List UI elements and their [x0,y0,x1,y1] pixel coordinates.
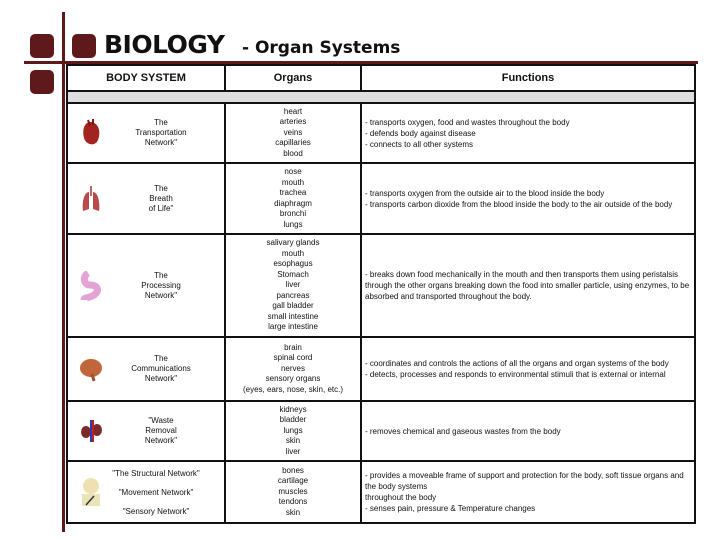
functions-cell [361,337,695,401]
system-name [125,416,197,446]
organ-item: liver [285,446,301,456]
function-item: - provides a moveable frame of support and protection for the body, soft tissue organs and the body systems [365,471,684,491]
organ-item: spinal cord [273,353,313,363]
page-subtitle: - Organ Systems [242,38,401,58]
organ-item: sensory organs [265,374,321,384]
decor-square [30,70,54,94]
function-item: - connects to all other systems [365,139,474,149]
system-name-line: Removal [145,426,177,435]
body-system-cell [67,461,225,523]
skeleton-icon [80,477,102,507]
organ-item: small intestine [267,311,319,321]
system-name-line: "Waste [148,416,174,425]
table-row [67,401,695,461]
organ-systems-table [66,64,696,524]
table-row [67,461,695,523]
system-name-line: The [154,183,168,193]
col-header-organs: Organs [225,65,361,91]
system-name-line: "Sensory Network" [122,506,190,516]
table-row [67,337,695,401]
organ-item: capillaries [275,138,311,148]
page-title: BIOLOGY [104,30,225,59]
organ-item: liver [285,280,301,290]
function-item: - transports oxygen from the outside air to the blood inside the body [365,188,605,198]
organ-item: bones [282,465,304,475]
system-name [125,271,197,301]
system-name-line: The [154,354,168,363]
function-item: - detects, processes and responds to environmental stimuli that is external or internal [365,370,666,379]
system-name [125,354,197,384]
heart-icon [80,118,102,148]
system-name-line: Network" [144,374,178,383]
organ-item: kidneys [279,404,307,414]
spacer-row [67,91,695,103]
decor-square [72,34,96,58]
system-name-line: Breath [149,193,173,203]
organ-item: nose [284,167,302,176]
system-name-line: Network" [144,290,178,300]
function-item: - removes chemical and gaseous wastes from the body [365,426,561,436]
system-name-line: of Life" [148,203,174,213]
stomach-icon [80,271,102,301]
organ-item: diaphragm [274,198,312,208]
organ-item: bronchi [279,209,307,218]
table-row [67,234,695,337]
system-name-line: "The Structural Network" [112,468,200,478]
col-header-functions: Functions [361,65,695,91]
functions-cell [361,163,695,234]
system-name-line: Communications [131,364,191,373]
function-item: - coordinates and controls the actions of all the organs and organ systems of the body [365,359,669,368]
organs-cell [225,163,361,234]
functions-cell [361,234,695,337]
organ-item: salivary glands [266,238,320,248]
organ-item: pancreas [276,290,310,300]
functions-cell [361,103,695,163]
kidney-icon [80,416,102,446]
organ-item: gall bladder [272,301,314,311]
organs-cell [225,461,361,523]
function-item: - senses pain, pressure & Temperature changes [365,504,536,513]
decor-square [30,34,54,58]
system-name-line: Processing [141,280,181,290]
body-system-cell [67,401,225,461]
organs-cell [225,103,361,163]
col-header-body-system: BODY SYSTEM [67,65,225,91]
organ-item: skin [285,436,301,446]
system-name-line: The [154,118,168,127]
organ-item: blood [283,148,303,158]
system-name [125,184,197,214]
organs-cell [225,234,361,337]
organ-item: trachea [279,188,307,197]
organ-item: mouth [281,248,305,258]
system-name-line: The [154,270,168,280]
organ-item: heart [283,106,303,116]
function-item: - defends body against disease [365,128,476,138]
body-system-cell [67,337,225,401]
functions-cell [361,461,695,523]
organ-item: bladder [279,415,307,425]
system-name [101,464,211,521]
organ-item: esophagus [273,259,313,269]
organ-item: muscles [278,486,308,496]
system-name-line: Transportation [135,128,187,137]
function-item: - breaks down food mechanically in the mouth and then transports them using peristalsis through the other organs breaking down the food into smaller particle, using enzymes, to be absorbed and transported throughout the body. [365,270,690,301]
function-item: throughout the body [365,493,437,502]
functions-cell [361,401,695,461]
organ-item: brain [284,342,302,352]
brain-icon [80,354,102,384]
organ-item: skin [285,507,301,517]
function-item: - transports carbon dioxide from the blood inside the body to the air outside of the body [365,199,673,209]
organ-item: lungs [283,425,303,435]
system-name-line: Network" [144,436,178,445]
body-system-cell [67,163,225,234]
organ-item: lungs [283,219,303,229]
organ-item: (eyes, ears, nose, skin, etc.) [242,384,344,394]
organ-item: nerves [280,363,305,373]
body-system-cell [67,234,225,337]
system-name [125,118,197,148]
organs-cell [225,337,361,401]
organ-item: tendons [278,497,308,507]
organ-item: large intestine [268,322,318,332]
system-name-line: "Movement Network" [118,487,194,497]
organ-item: veins [283,127,303,137]
organ-item: cartilage [277,476,309,486]
organ-item: mouth [281,177,305,187]
organ-item: Stomach [277,269,309,279]
decor-line [62,12,65,532]
function-item: - transports oxygen, food and wastes throughout the body [365,117,570,127]
lungs-icon [80,184,102,214]
table-row [67,163,695,234]
organ-item: arteries [279,117,307,127]
system-name-line: Network" [144,138,178,147]
organs-cell [225,401,361,461]
body-system-cell [67,103,225,163]
table-row [67,103,695,163]
